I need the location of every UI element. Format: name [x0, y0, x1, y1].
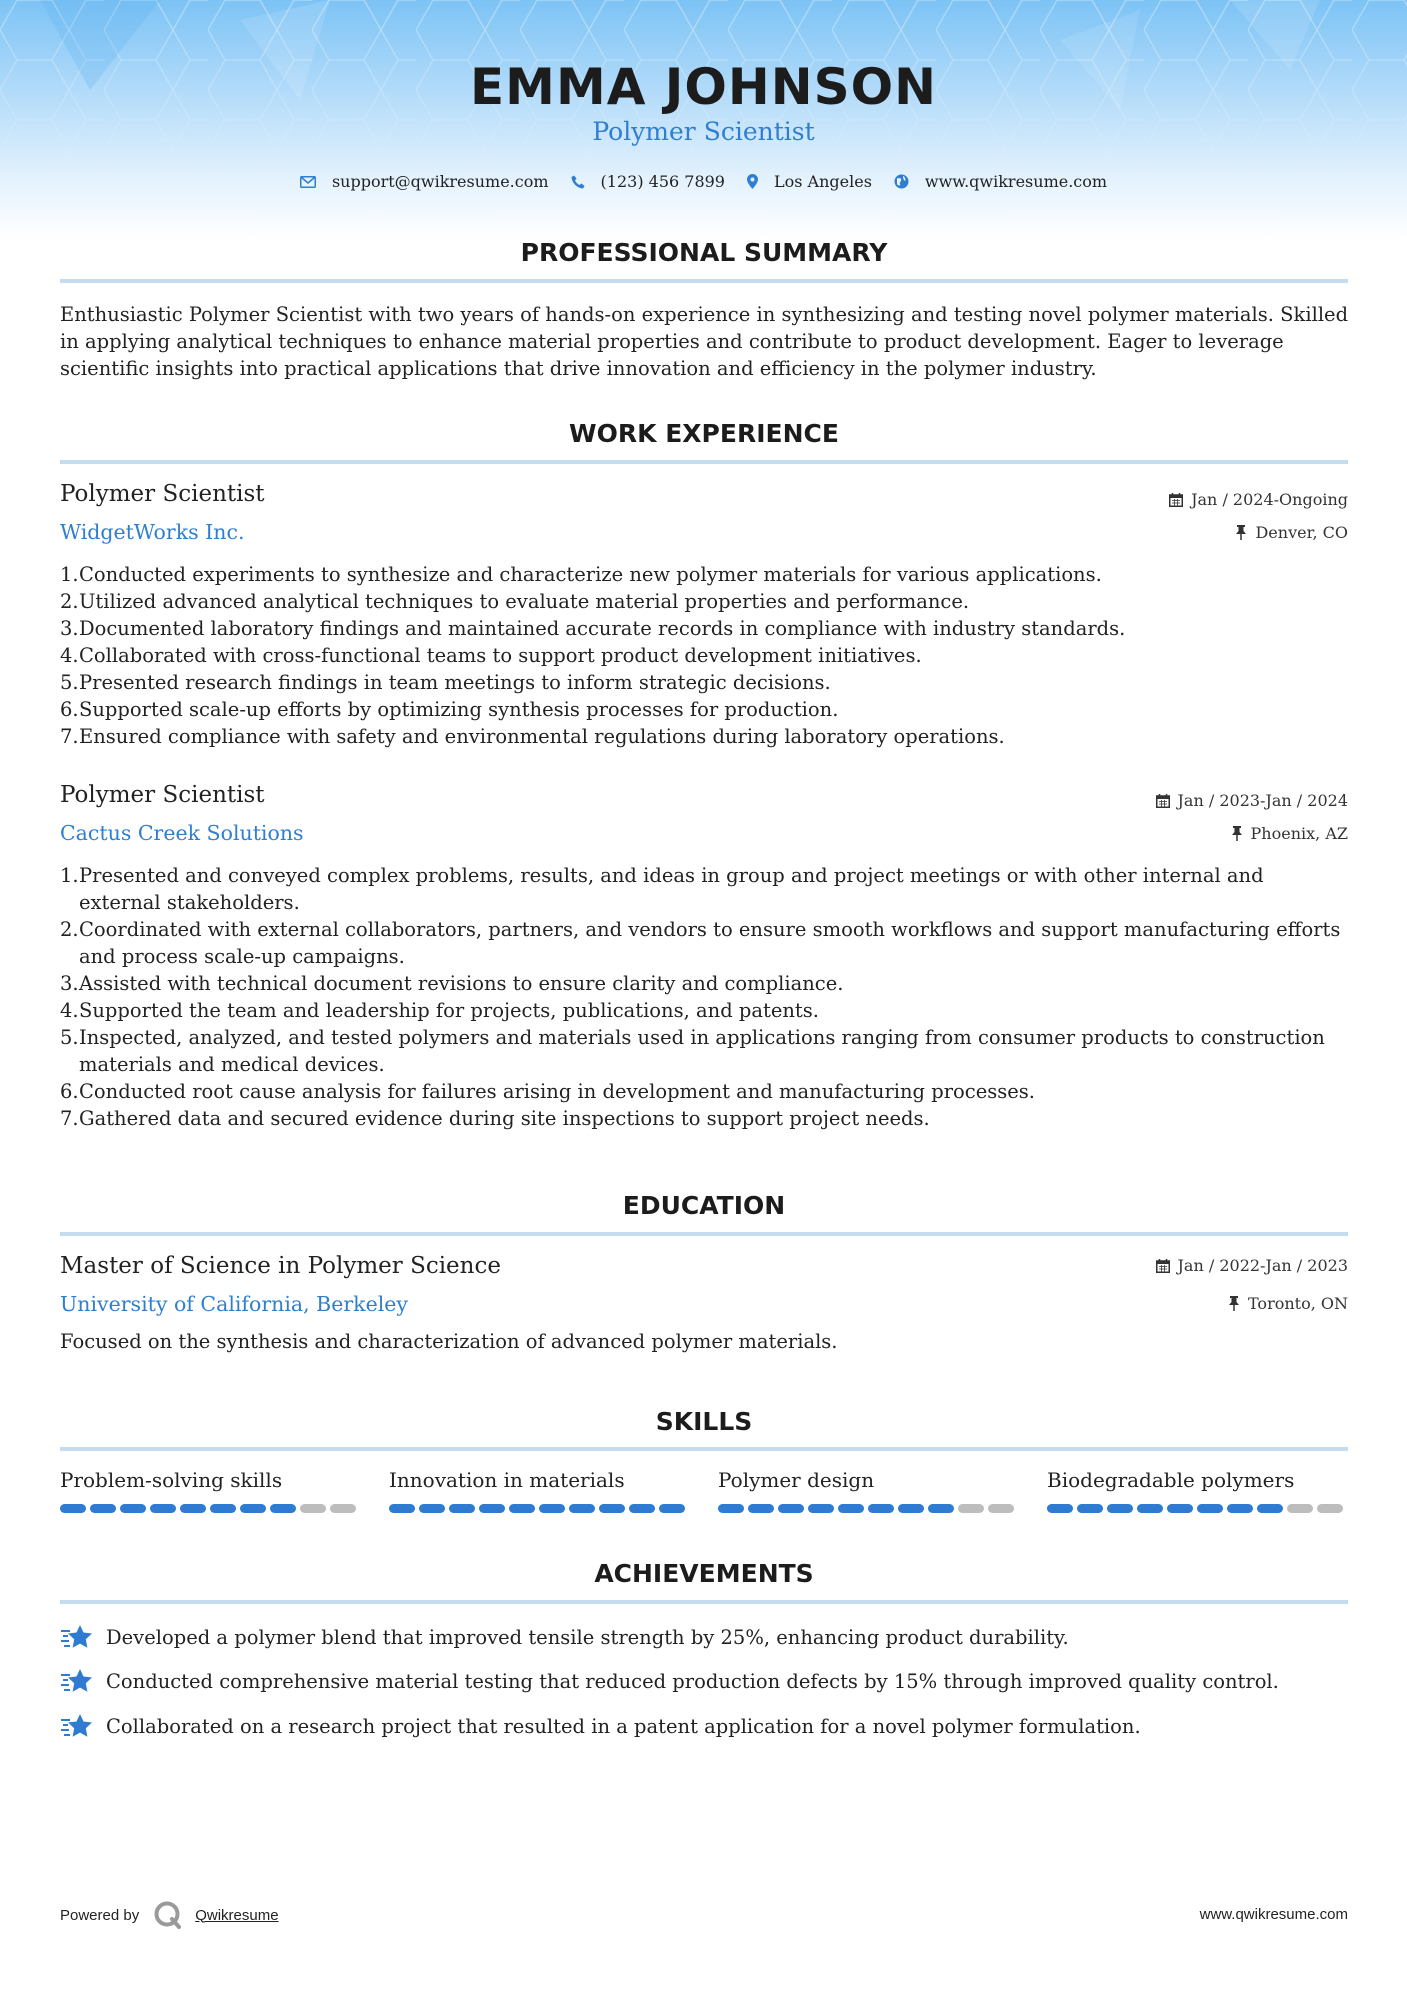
list-item: 2. Utilized advanced analytical techniques to evaluate material properties and performance.	[60, 590, 970, 613]
globe-icon	[894, 174, 909, 189]
calendar-icon	[1156, 1259, 1170, 1273]
achievement-item	[60, 1623, 1350, 1651]
skill-segment-filled	[449, 1504, 475, 1513]
job-location-text: Denver, CO	[1255, 523, 1348, 542]
skill-segment-filled	[1227, 1504, 1253, 1513]
skill-segment-filled	[718, 1504, 744, 1513]
education-location	[1228, 1294, 1348, 1313]
achievement-item	[60, 1712, 1350, 1740]
list-item: 6. Conducted root cause analysis for failures arising in development and manufacturing processes.	[60, 1080, 1036, 1103]
footer-website[interactable]: www.qwikresume.com	[1199, 1906, 1348, 1923]
skill-segment-filled	[748, 1504, 774, 1513]
achievement-text: Collaborated on a research project that resulted in a patent application for a novel polymer formulation.	[106, 1714, 1141, 1738]
map-pin-icon	[747, 174, 758, 189]
skill-segment-filled	[509, 1504, 535, 1513]
job-responsibilities	[60, 561, 1350, 750]
skill-segment-filled	[928, 1504, 954, 1513]
skill-level-bar	[718, 1504, 1018, 1513]
summary-divider	[60, 279, 1348, 283]
skill-name: Innovation in materials	[389, 1468, 625, 1492]
skill-item	[718, 1468, 1018, 1513]
job-dates	[1169, 490, 1348, 509]
skill-segment-filled	[838, 1504, 864, 1513]
achievement-item	[60, 1667, 1350, 1695]
experience-divider	[60, 460, 1348, 464]
star-icon	[60, 1667, 94, 1695]
skill-level-bar	[60, 1504, 360, 1513]
skill-level-bar	[389, 1504, 689, 1513]
pushpin-icon	[1231, 826, 1243, 841]
contact-website[interactable]	[894, 172, 1107, 191]
skill-segment-filled	[629, 1504, 655, 1513]
skill-segment-filled	[1257, 1504, 1283, 1513]
job-title: Polymer Scientist	[60, 782, 265, 808]
degree-title: Master of Science in Polymer Science	[60, 1253, 501, 1279]
list-item: 5. Presented research findings in team meetings to inform strategic decisions.	[60, 671, 831, 694]
skill-segment-filled	[1167, 1504, 1193, 1513]
education-dates-text: Jan / 2022-Jan / 2023	[1177, 1256, 1348, 1275]
education-dates	[1156, 1256, 1348, 1275]
skill-segment-empty	[988, 1504, 1014, 1513]
list-item: 6. Supported scale-up efforts by optimizing synthesis processes for production.	[60, 698, 839, 721]
list-item: 3. Assisted with technical document revisions to ensure clarity and compliance.	[60, 972, 844, 995]
list-item: 5. Inspected, analyzed, and tested polymers and materials used in applications ranging from consumer products to construction materials and medical devices.	[60, 1026, 1325, 1076]
skill-segment-filled	[90, 1504, 116, 1513]
summary-text: Enthusiastic Polymer Scientist with two years of hands-on experience in synthesizing and testing novel polymer materials. Skilled in applying analytical techniques to enhance material properties and contribute to product development. Eager to leverage scientific insights into practical applications that drive innovation and efficiency in the polymer industry.	[60, 303, 1349, 380]
summary-heading: PROFESSIONAL SUMMARY	[520, 238, 888, 267]
skill-segment-filled	[60, 1504, 86, 1513]
skill-segment-filled	[479, 1504, 505, 1513]
skill-segment-filled	[539, 1504, 565, 1513]
list-item: 1. Conducted experiments to synthesize and characterize new polymer materials for various applications.	[60, 563, 1102, 586]
list-item: 7. Ensured compliance with safety and environmental regulations during laboratory operations.	[60, 725, 1005, 748]
candidate-name: EMMA JOHNSON	[470, 58, 937, 116]
job-dates	[1156, 791, 1348, 810]
list-item: 2. Coordinated with external collaborators, partners, and vendors to ensure smooth workflows and support manufacturing efforts and process scale-up campaigns.	[60, 918, 1341, 968]
education-location-text: Toronto, ON	[1248, 1294, 1348, 1313]
skill-segment-filled	[1137, 1504, 1163, 1513]
powered-by-label: Powered by	[60, 1906, 140, 1924]
job-responsibilities	[60, 862, 1350, 1132]
qwikresume-link[interactable]: Qwikresume	[195, 1906, 279, 1924]
list-item: 7. Gathered data and secured evidence during site inspections to support project needs.	[60, 1107, 930, 1130]
school-name: University of California, Berkeley	[60, 1292, 408, 1316]
skill-segment-filled	[1047, 1504, 1073, 1513]
skill-segment-filled	[1107, 1504, 1133, 1513]
contact-location-text: Los Angeles	[773, 172, 872, 191]
envelope-icon	[300, 176, 316, 188]
education-heading: EDUCATION	[622, 1191, 786, 1220]
skill-segment-filled	[808, 1504, 834, 1513]
achievement-text: Conducted comprehensive material testing that reduced production defects by 15% through improved quality control.	[106, 1669, 1279, 1693]
skill-segment-empty	[958, 1504, 984, 1513]
skill-segment-filled	[150, 1504, 176, 1513]
contact-phone[interactable]	[571, 172, 725, 191]
skill-segment-filled	[210, 1504, 236, 1513]
job-location	[1235, 523, 1348, 542]
skills-divider	[60, 1447, 1348, 1451]
footer-powered-by	[60, 1900, 279, 1930]
job-location-text: Phoenix, AZ	[1250, 824, 1348, 843]
list-item: 1. Presented and conveyed complex problems, results, and ideas in group and project meetings or with other internal and external stakeholders.	[60, 864, 1264, 914]
job-location	[1231, 824, 1348, 843]
list-item: 3. Documented laboratory findings and maintained accurate records in compliance with industry standards.	[60, 617, 1126, 640]
job-title: Polymer Scientist	[60, 481, 265, 507]
skill-segment-filled	[419, 1504, 445, 1513]
skill-name: Biodegradable polymers	[1047, 1468, 1295, 1492]
qwikresume-logo-icon	[153, 1900, 183, 1930]
skill-segment-filled	[240, 1504, 266, 1513]
company-name: Cactus Creek Solutions	[60, 821, 304, 845]
contact-bar	[0, 172, 1407, 191]
experience-heading: WORK EXPERIENCE	[569, 419, 839, 448]
skill-segment-filled	[868, 1504, 894, 1513]
star-icon	[60, 1712, 94, 1740]
skill-segment-filled	[569, 1504, 595, 1513]
skill-segment-filled	[599, 1504, 625, 1513]
skill-name: Polymer design	[718, 1468, 875, 1492]
calendar-icon	[1169, 493, 1183, 507]
pushpin-icon	[1235, 525, 1247, 540]
skill-segment-empty	[330, 1504, 356, 1513]
achievements-heading: ACHIEVEMENTS	[594, 1559, 814, 1588]
skill-segment-filled	[1197, 1504, 1223, 1513]
skill-segment-filled	[1077, 1504, 1103, 1513]
achievements-divider	[60, 1600, 1348, 1604]
candidate-role: Polymer Scientist	[592, 117, 815, 146]
skill-segment-filled	[180, 1504, 206, 1513]
skill-segment-filled	[270, 1504, 296, 1513]
skill-item	[1047, 1468, 1347, 1513]
contact-email[interactable]	[300, 172, 549, 191]
education-divider	[60, 1232, 1348, 1236]
pushpin-icon	[1228, 1296, 1240, 1311]
skill-segment-filled	[120, 1504, 146, 1513]
company-name: WidgetWorks Inc.	[60, 520, 245, 544]
contact-website-text: www.qwikresume.com	[924, 172, 1108, 191]
skill-segment-filled	[898, 1504, 924, 1513]
contact-email-text: support@qwikresume.com	[331, 172, 549, 191]
skill-name: Problem-solving skills	[60, 1468, 283, 1492]
skill-level-bar	[1047, 1504, 1347, 1513]
star-icon	[60, 1623, 94, 1651]
skill-segment-empty	[1287, 1504, 1313, 1513]
job-dates-text: Jan / 2024-Ongoing	[1191, 490, 1348, 509]
job-dates-text: Jan / 2023-Jan / 2024	[1177, 791, 1348, 810]
skills-heading: SKILLS	[655, 1407, 753, 1436]
skill-segment-filled	[778, 1504, 804, 1513]
calendar-icon	[1156, 794, 1170, 808]
skill-segment-empty	[1317, 1504, 1343, 1513]
phone-icon	[571, 175, 585, 189]
education-description: Focused on the synthesis and characterization of advanced polymer materials.	[60, 1330, 838, 1353]
achievement-text: Developed a polymer blend that improved tensile strength by 25%, enhancing product durability.	[106, 1625, 1069, 1649]
skill-item	[60, 1468, 360, 1513]
skill-item	[389, 1468, 689, 1513]
skill-segment-filled	[659, 1504, 685, 1513]
skill-segment-filled	[389, 1504, 415, 1513]
list-item: 4. Collaborated with cross-functional teams to support product development initiatives.	[60, 644, 922, 667]
list-item: 4. Supported the team and leadership for projects, publications, and patents.	[60, 999, 819, 1022]
contact-phone-text: (123) 456 7899	[600, 172, 725, 191]
skill-segment-empty	[300, 1504, 326, 1513]
contact-location	[747, 172, 872, 191]
